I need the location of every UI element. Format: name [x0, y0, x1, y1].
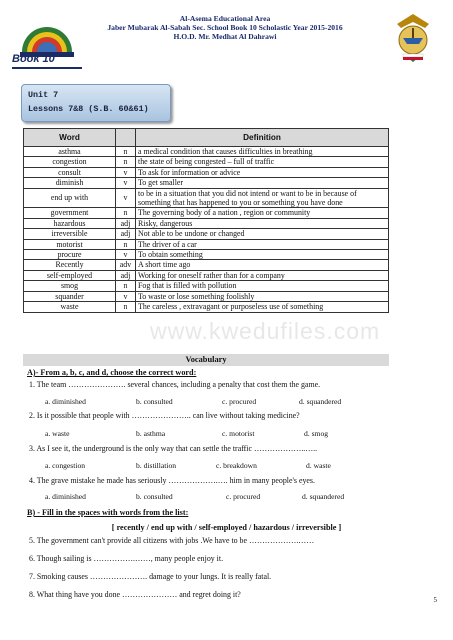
q1-option-a: a. diminished — [45, 397, 86, 406]
table-row — [24, 167, 389, 177]
word-cell: government — [24, 208, 116, 218]
pos-cell: v — [116, 250, 136, 260]
word-cell: consult — [24, 167, 116, 177]
watermark: www.kwedufiles.com — [150, 318, 381, 344]
q4-option-b: b. consulted — [136, 492, 173, 501]
definition-cell: The driver of a car — [136, 239, 389, 249]
word-bank: [ recently / end up with / self-employed / hazardous / irreversible ] — [111, 523, 342, 532]
q3-option-d: d. waste — [306, 461, 331, 470]
page-number: 5 — [433, 596, 437, 604]
q4-option-c: c. procured — [226, 492, 261, 501]
word-cell: irreversible — [24, 229, 116, 239]
definition-cell: Working for oneself rather than for a company — [136, 270, 389, 280]
word-cell: self-employed — [24, 270, 116, 280]
definition-cell: a medical condition that causes difficulties in breathing — [136, 147, 389, 157]
pos-cell: v — [116, 188, 136, 208]
question-4: 4. The grave mistake he made has seriously ……………….…. him in many people's eyes. — [29, 476, 315, 485]
word-cell: congestion — [24, 157, 116, 167]
q2-option-c: c. motorist — [222, 429, 255, 438]
q2-option-a: a. waste — [45, 429, 70, 438]
section-a-title: A)- From a, b, c, and d, choose the correct word: — [27, 368, 197, 377]
question-2: 2. Is it possible that people with ………………….. can live without taking medicine? — [29, 411, 300, 420]
definition-cell: To waste or lose something foolishly — [136, 291, 389, 301]
definition-cell: A short time ago — [136, 260, 389, 270]
table-row — [24, 239, 389, 249]
q3-option-b: b. distillation — [136, 461, 177, 470]
pos-cell: v — [116, 178, 136, 188]
table-row — [24, 157, 389, 167]
book-badge: Book 10 — [12, 53, 82, 69]
word-cell: motorist — [24, 239, 116, 249]
word-cell: waste — [24, 302, 116, 312]
unit-lessons: Lessons 7&8 (S.B. 60&61) — [28, 104, 149, 114]
school-header — [90, 14, 360, 42]
pos-cell: n — [116, 208, 136, 218]
pos-cell: v — [116, 167, 136, 177]
definition-cell: To ask for information or advice — [136, 167, 389, 177]
pos-cell: n — [116, 157, 136, 167]
definition-cell: To get smaller — [136, 178, 389, 188]
word-cell: smog — [24, 281, 116, 291]
table-row — [24, 188, 389, 208]
vocabulary-table — [23, 128, 389, 313]
pos-cell: n — [116, 281, 136, 291]
unit-info-box — [21, 84, 171, 122]
definition-cell: Fog that is filled with pollution — [136, 281, 389, 291]
pos-cell: adj — [116, 229, 136, 239]
pos-cell: n — [116, 147, 136, 157]
table-row — [24, 229, 389, 239]
table-row — [24, 218, 389, 228]
table-row — [24, 291, 389, 301]
header-line-1: Al-Asema Educational Area — [179, 14, 271, 23]
q2-option-b: b. asthma — [136, 429, 166, 438]
table-row — [24, 250, 389, 260]
table-header-row — [24, 129, 389, 147]
definition-cell: The governing body of a nation , region or community — [136, 208, 389, 218]
word-cell: diminish — [24, 178, 116, 188]
definition-cell: the state of being congested – full of traffic — [136, 157, 389, 167]
section-b-title: B) - Fill in the spaces with words from the list: — [27, 508, 189, 517]
q4-option-d: d. squandered — [302, 492, 345, 501]
unit-title: Unit 7 — [28, 90, 59, 100]
q3-option-c: c. breakdown — [216, 461, 257, 470]
q4-option-a: a. diminished — [45, 492, 86, 501]
definition-cell: to be in a situation that you did not intend or want to be in because of something that has happened to you or something you have done — [136, 188, 389, 208]
word-cell: procure — [24, 250, 116, 260]
question-3: 3. As I see it, the underground is the only way that can settle the traffic ………………..….. — [29, 444, 318, 453]
definition-cell: Not able to be undone or changed — [136, 229, 389, 239]
header-word: Word — [24, 129, 116, 147]
table-row — [24, 302, 389, 312]
word-cell: squander — [24, 291, 116, 301]
table-row — [24, 178, 389, 188]
q3-option-a: a. congestion — [45, 461, 86, 470]
table-row — [24, 281, 389, 291]
pos-cell: adj — [116, 218, 136, 228]
definition-cell: To obtain something — [136, 250, 389, 260]
header-pos — [116, 129, 136, 147]
table-row — [24, 147, 389, 157]
vocabulary-title: Vocabulary — [23, 354, 389, 366]
pos-cell: n — [116, 239, 136, 249]
q1-option-c: c. procured — [222, 397, 257, 406]
kuwait-emblem-icon — [389, 10, 437, 66]
header-line-2: Jaber Mubarak Al-Sabah Sec. School Book 10 Scholastic Year 2015-2016 — [107, 23, 343, 33]
pos-cell: adj — [116, 270, 136, 280]
q2-option-d: d. smog — [304, 429, 329, 438]
table-row — [24, 270, 389, 280]
word-cell: Recently — [24, 260, 116, 270]
table-row — [24, 208, 389, 218]
word-cell: asthma — [24, 147, 116, 157]
pos-cell: v — [116, 291, 136, 301]
sentence-7: 7. Smoking causes …………………. damage to your lungs. It is really fatal. — [29, 572, 272, 581]
definition-cell: Risky, dangerous — [136, 218, 389, 228]
pos-cell: n — [116, 302, 136, 312]
word-cell: end up with — [24, 188, 116, 208]
school-logo — [18, 12, 76, 58]
sentence-5: 5. The government can't provide all citizens with jobs .We have to be ……………….…… — [29, 536, 315, 545]
q1-option-b: b. consulted — [136, 397, 173, 406]
header-line-3: H.O.D. Mr. Medhat Al Dahrawi — [173, 32, 277, 42]
sentence-6: 6. Though sailing is …………….……, many people enjoy it. — [29, 554, 224, 563]
definition-cell: The careless , extravagant or purposeless use of something — [136, 302, 389, 312]
table-row — [24, 260, 389, 270]
word-cell: hazardous — [24, 218, 116, 228]
pos-cell: adv — [116, 260, 136, 270]
question-1: 1. The team …………………. several chances, including a penalty that cost them the game. — [29, 380, 321, 389]
q1-option-d: d. squandered — [299, 397, 342, 406]
sentence-8: 8. What thing have you done ………………… and regret doing it? — [29, 590, 241, 599]
header-definition: Definition — [136, 129, 389, 147]
